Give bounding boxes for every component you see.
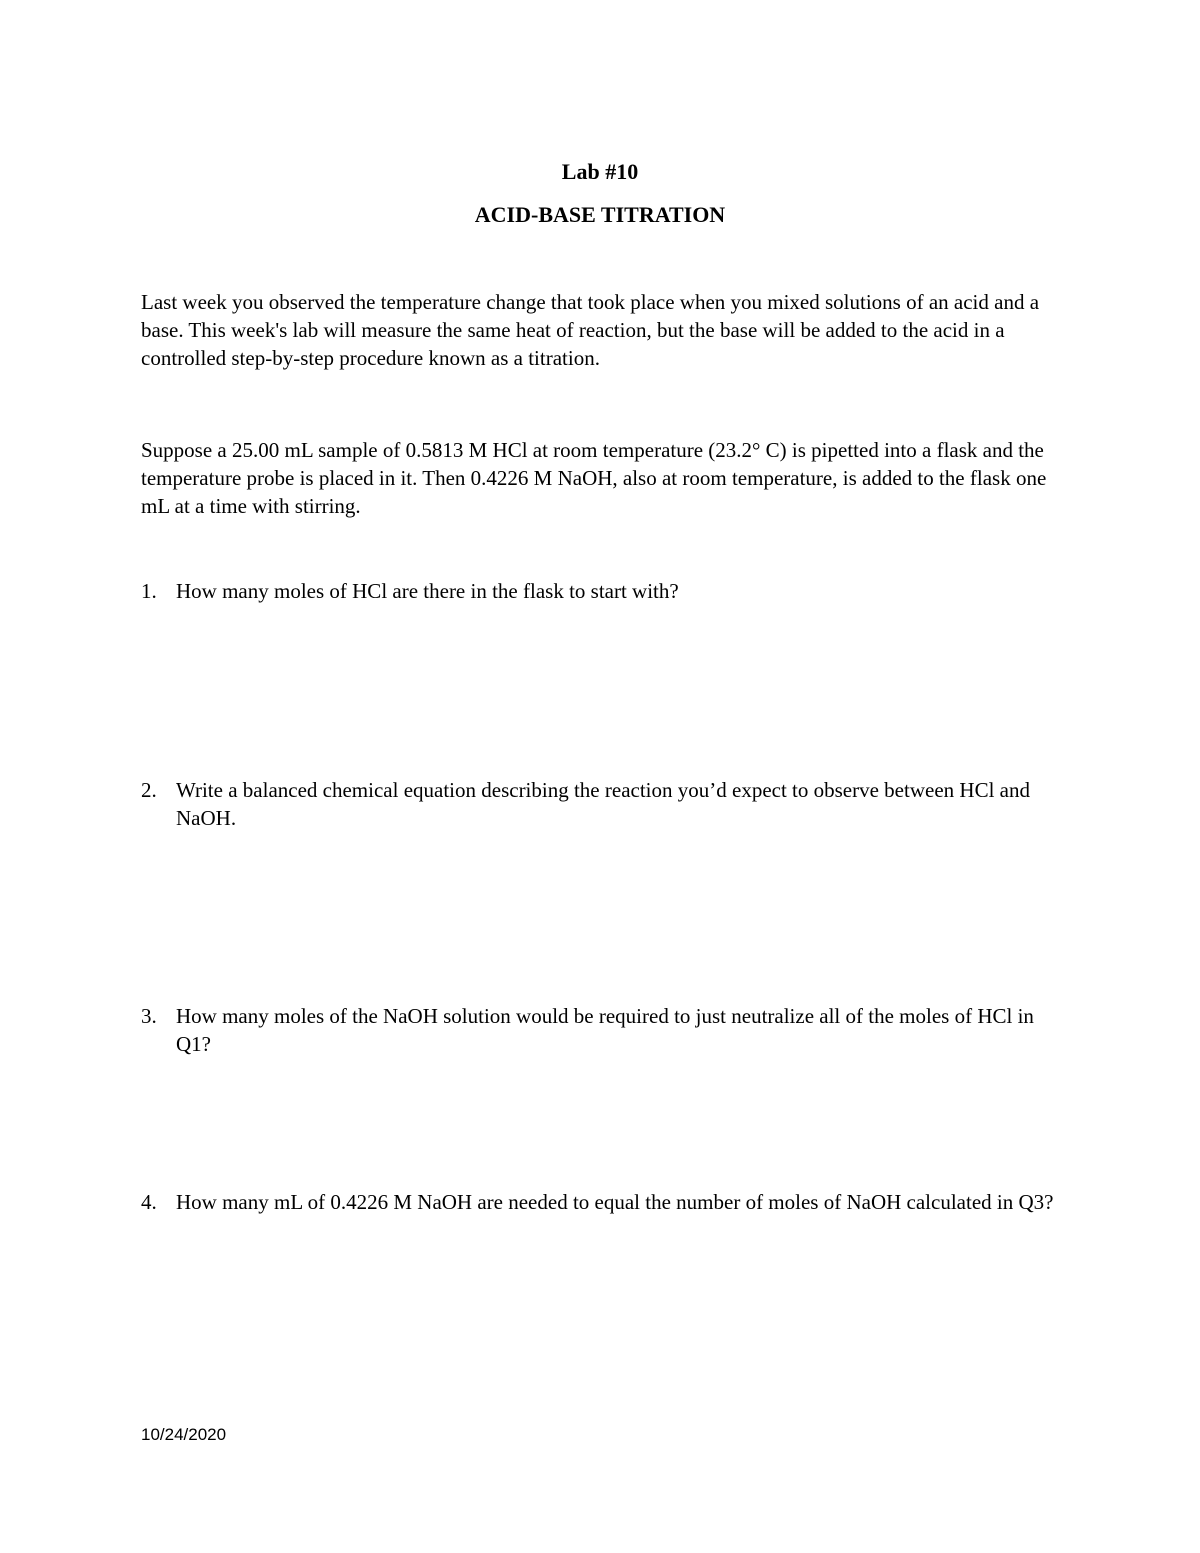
page-title: Lab #10 — [561, 159, 639, 184]
question-2 — [141, 776, 1061, 832]
question-4 — [141, 1188, 1061, 1216]
question-number: 1. — [141, 579, 157, 603]
question-text: Write a balanced chemical equation describing the reaction you’d expect to observe between HCl and NaOH. — [176, 778, 1030, 830]
question-number: 2. — [141, 778, 157, 802]
page-subtitle: ACID-BASE TITRATION — [474, 202, 726, 227]
question-3 — [141, 1002, 1061, 1058]
intro-paragraph: Last week you observed the temperature change that took place when you mixed solutions of an acid and a base. This week's lab will measure the same heat of reaction, but the base will be added to the acid in a controlled step-by-step procedure known as a titration. — [141, 290, 1040, 370]
question-text: How many mL of 0.4226 M NaOH are needed to equal the number of moles of NaOH calculated in Q3? — [176, 1190, 1054, 1214]
question-number: 4. — [141, 1190, 157, 1214]
question-text: How many moles of the NaOH solution would be required to just neutralize all of the moles of HCl in Q1? — [176, 1004, 1034, 1056]
scenario-paragraph: Suppose a 25.00 mL sample of 0.5813 M HCl at room temperature (23.2° C) is pipetted into a flask and the temperature probe is placed in it. Then 0.4226 M NaOH, also at room temperature, is added to the flask one mL at a time with stirring. — [141, 438, 1047, 518]
question-1 — [141, 577, 1061, 605]
question-text: How many moles of HCl are there in the flask to start with? — [176, 579, 679, 603]
question-number: 3. — [141, 1004, 157, 1028]
footer-date: 10/24/2020 — [141, 1425, 227, 1444]
